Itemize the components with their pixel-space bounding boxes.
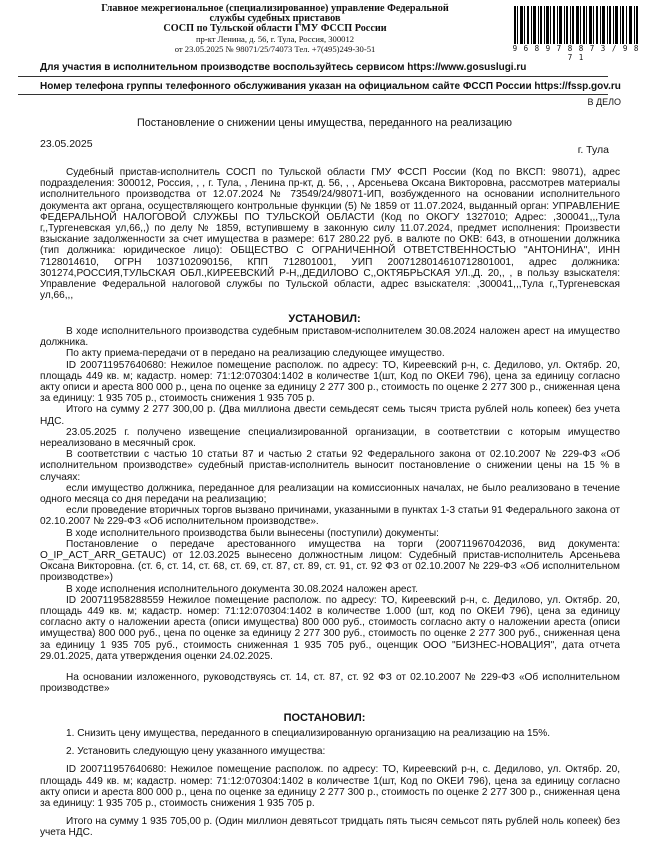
header-line-3: СОСП по Тульской области ГМУ ФССП России bbox=[163, 23, 387, 34]
document-city: г. Тула bbox=[577, 144, 609, 156]
paragraph: В соответствии с частью 10 статьи 87 и частью 2 статьи 92 Федерального закона от 02.10.2007 № 229-ФЗ «Об исполнительном производстве» судебный пристав-исполнитель выносит постановление о снижении цены на 15 % в случаях: bbox=[40, 449, 620, 483]
document-title: Постановление о снижении цены имущества, переданного на реализацию bbox=[136, 117, 513, 129]
paragraph: В ходе исполнения исполнительного документа 30.08.2024 наложен арест. bbox=[66, 583, 418, 595]
paragraph: если имущество должника, переданное для реализации на комиссионных началах, не было реализовано в течение одного месяца со дня передачи на реализацию; bbox=[40, 482, 620, 506]
header-doc-ref: от 23.05.2025 № 98071/25/74073 Тел. +7(495)249-30-51 bbox=[174, 44, 376, 54]
header-address: пр-кт Ленина, д. 56, г. Тула, Россия, 300012 bbox=[195, 34, 355, 44]
section-heading-resolved: ПОСТАНОВИЛ: bbox=[283, 712, 366, 724]
paragraph: ID 200711957640680: Нежилое помещение располож. по адресу: ТО, Киреевский р-н, с. Дедилово, ул. Октябр. 20, площадь 449 кв. м; кадастр. номер: 71:12:070304:1402 в количестве 1(шт, Код по ОКЕИ 796), цена за единицу согласно акту описи и ареста 800 000 р., цена по оценке за единицу 2 277 300 р., стоимость по оценке 2 277 300 р., сниженная цена за единицу: 1 935 705 р., стоимость снижения 1 935 705 р. bbox=[40, 764, 620, 810]
document-date: 23.05.2025 bbox=[40, 138, 93, 150]
gosuslugi-notice: Для участия в исполнительном производстве воспользуйтесь сервисом https://www.gosuslugi.ru bbox=[40, 62, 527, 73]
phone-notice: Номер телефона группы телефонного обслуживания указан на официальном сайте ФССП России https://fssp.gov.ru bbox=[40, 81, 621, 92]
paragraph: В ходе исполнительного производства были вынесены (поступили) документы: bbox=[66, 527, 439, 539]
paragraph: если проведение вторичных торгов вызвано причинами, указанными в пунктах 1-3 статьи 91 Федерального закона от 02.10.2007 № 229-ФЗ «Об исполнительном производстве». bbox=[40, 505, 620, 528]
paragraph: По акту приема-передачи от в передано на реализацию следующее имущество. bbox=[66, 348, 445, 360]
v-delo-mark: В ДЕЛО bbox=[587, 97, 621, 107]
intro-paragraph-block bbox=[40, 167, 620, 301]
paragraph: Итого на сумму 1 935 705,00 р. (Один миллион девятьсот тридцать пять тысяч семьсот пять рублей ноль копеек) без учета НДС. bbox=[40, 816, 620, 839]
divider bbox=[18, 94, 608, 95]
intro-paragraph: Судебный пристав-исполнитель СОСП по Тульской области ГМУ ФССП России (Код по ВКСП: 98071), адрес подразделения: 300012, Россия, , , г. Тула, , Ленина пр-кт, д. 56, , , Арсеньева Оксана Викторовна, рассмотрев материалы исполнительного производства от 12.07.2024 № 73549/24/98071-ИП, возбужденного на основании исполнительного документа акт органа, осуществляющего контрольные функции (5) № 1859 от 11.07.2024, выданный орган: УПРАВЛЕНИЕ ФЕДЕРАЛЬНОЙ НАЛОГОВОЙ СЛУЖБЫ ПО ТУЛЬСКОЙ ОБЛАСТИ (Код по ОКОГУ 1327010; Адрес: ,300041,,,Тула г,,Тургеневская ул,66,,) по делу № 1859, вступившему в законную силу 11.07.2024, предмет исполнения: Произвести взыскание задолженности за счет имущества в размере: 617 280.22 руб. в валюте по ОКВ: 643, в отношении должника (тип должника: юридическое лицо): ОБЩЕСТВО С ОГРАНИЧЕННОЙ ОТВЕТСТВЕННОСТЬЮ "АНТОНИНА", ИНН 7128014610, ОГРН 1037102090156, КПП 712801001, УИП 2007128014610712801001, адрес должника: 301274,РОССИЯ,ТУЛЬСКАЯ ОБЛ.,КИРЕЕВСКИЙ Р-Н,,ДЕДИЛОВО С,,ОКТЯБРЬСКАЯ УЛ.,Д. 20,, , в пользу взыскателя: Управление Федеральной налоговой службы по Тульской области, адрес взыскателя: ,300041,,,Тула г,,Тургеневская ул,66,,, bbox=[40, 167, 620, 302]
paragraph: Итого на сумму 2 277 300,00 р. (Два миллиона двести семьдесят семь тысяч триста рублей ноль копеек) без учета НДС. bbox=[40, 404, 620, 427]
divider bbox=[18, 76, 608, 77]
section-heading-established: УСТАНОВИЛ: bbox=[288, 313, 361, 325]
paragraph: 1. Снизить цену имущества, переданного в специализированную организацию на реализацию на 15%. bbox=[66, 728, 551, 739]
barcode bbox=[512, 6, 640, 44]
paragraph: 2. Установить следующую цену указанного имущества: bbox=[66, 746, 326, 758]
paragraph: В ходе исполнительного производства судебным приставом-исполнителем 30.08.2024 наложен арест на имущество должника. bbox=[40, 326, 620, 349]
document-header bbox=[40, 4, 510, 54]
established-block bbox=[40, 326, 620, 695]
header-line-1: Главное межрегиональное (специализированное) управление Федеральной bbox=[101, 3, 449, 14]
header-line-2: службы судебных приставов bbox=[209, 13, 341, 24]
barcode-number: 9 6 8 9 7 8 8 7 3 / 9 8 7 1 bbox=[512, 44, 640, 62]
resolved-block bbox=[40, 728, 620, 839]
paragraph: ID 200711957640680: Нежилое помещение располож. по адресу: ТО, Киреевский р-н, с. Дедилово, ул. Октябр. 20, площадь 449 кв. м; кадастр. номер: 71:12:070304:1402 в количестве 1(шт, Код по ОКЕИ 796), цена за единицу согласно акту описи и ареста 800 000 р., цена по оценке за единицу 2 277 300 р., стоимость по оценке 2 277 300 р., сниженная цена за единицу: 1 935 705 р., стоимость снижения 1 935 705 р. bbox=[40, 359, 620, 405]
paragraph: Постановление о передаче арестованного имущества на торги (200711967042036, вид документа: O_IP_ACT_ARR_GETAUC) от 12.03.2025 вынесено должностным лицом: Судебный пристав-исполнитель Арсеньева Оксана Викторовна. (ст. 6, ст. 14, ст. 68, ст. 69, ст. 87, ст. 89, ст. 91, ст. 92 ФЗ от 02.10.2007 № 229-ФЗ «Об исполнительном производстве») bbox=[40, 538, 620, 584]
paragraph: 23.05.2025 г. получено извещение специализированной организации, в соответствии с которым имущество нереализовано в месячный срок. bbox=[40, 426, 620, 450]
paragraph: На основании изложенного, руководствуясь ст. 14, ст. 87, ст. 92 ФЗ от 02.10.2007 № 229-ФЗ «Об исполнительном производстве» bbox=[40, 672, 620, 695]
paragraph: ID 200711958288559 Нежилое помещение располож. по адресу: ТО, Киреевский р-н, с. Дедилово, ул. Октябр. 20, площадь 449 кв. м; кадастр. номер: 71:12:070304:1402 в количестве 1.000 (шт, код по ОКЕИ 796), цена за единицу согласно акту о наложении ареста (описи имущества) 800 000 руб., стоимость согласно акту о наложении ареста (описи имущества) 800 000 руб., цена по оценке за единицу 2 277 300 руб., стоимость по оценке 2 277 300 руб., сниженная цена за единицу 1 935 705 руб., стоимость сниженная 1 935 705 руб., оценщик ООО "БИЗНЕС-НОВАЦИЯ", дата отчета 29.01.2025, дата утверждения оценки 24.02.2025. bbox=[40, 594, 620, 662]
